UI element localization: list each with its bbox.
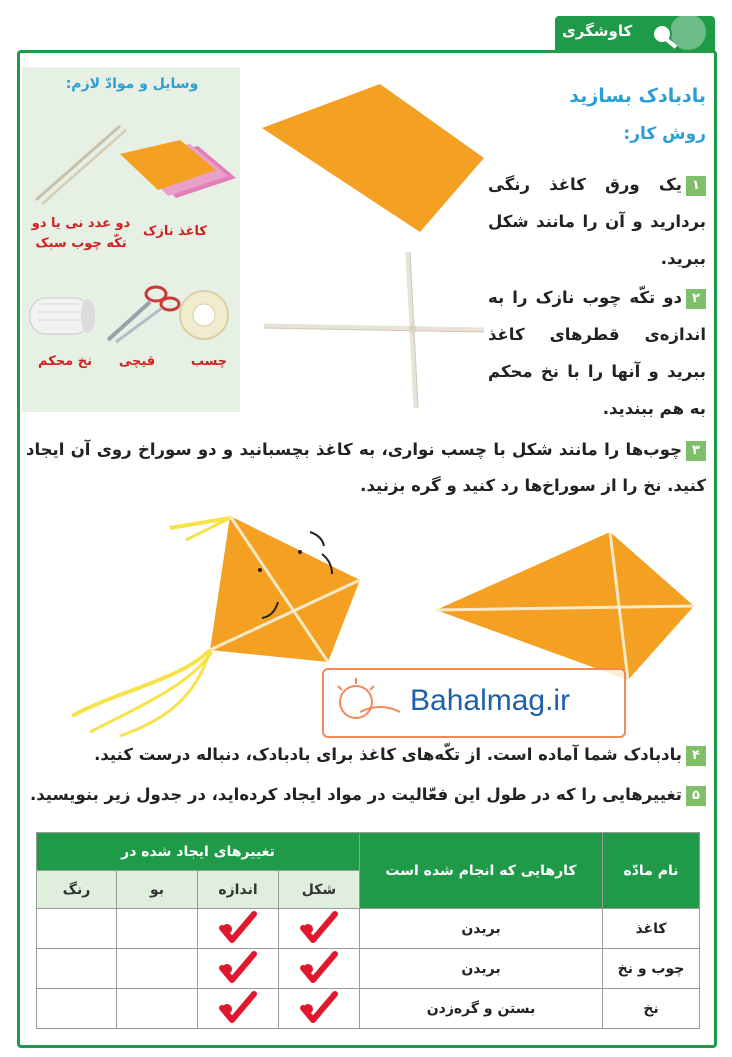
thread-icon xyxy=(26,290,98,340)
row-check-color xyxy=(37,909,117,949)
subcol-smell: بو xyxy=(117,871,198,909)
subcol-color: رنگ xyxy=(37,871,117,909)
tied-sticks-illustration xyxy=(258,248,490,412)
step-4-number: ۴ xyxy=(686,746,706,766)
row-check-shape xyxy=(279,949,360,989)
step-5-text: تغییرهایی را که در طول این فعّالیت در مواد ایجاد کرده‌اید، در جدول زیر بنویسید. xyxy=(29,785,682,804)
section-header-label: کاوشگری xyxy=(562,22,633,40)
row-check-color xyxy=(37,949,117,989)
table-row xyxy=(37,909,700,949)
check-mark-icon xyxy=(218,990,258,1024)
subcol-size: اندازه xyxy=(198,871,279,909)
materials-title: وسایل و موادّ لازم: xyxy=(65,76,199,92)
row-check-color xyxy=(37,989,117,1029)
step-3-text: چوب‌ها را مانند شکل با چسب نواری، به کاغذ بچسبانید و دو سوراخ روی آن ایجاد کنید. نخ را از سوراخ‌ها رد کنید و گره بزنید. xyxy=(26,440,706,495)
step-2-number: ۲ xyxy=(686,289,706,309)
materials-label-sticks: دو عدد نی یا دو تکّه چوب سبک xyxy=(31,216,131,251)
kite-paper-illustration xyxy=(258,80,488,240)
step-1-number: ۱ xyxy=(686,176,706,196)
materials-label-paper: کاغذ نازک xyxy=(143,224,207,239)
row-check-smell xyxy=(117,989,198,1029)
row-check-smell xyxy=(117,909,198,949)
row-check-shape xyxy=(279,909,360,949)
row-action: بستن و گره‌زدن xyxy=(360,989,603,1029)
method-heading: روش کار: xyxy=(623,124,706,144)
check-mark-icon xyxy=(299,990,339,1024)
row-check-shape xyxy=(279,989,360,1029)
col-actions-header: کارهایی که انجام شده است xyxy=(360,833,603,909)
flat-kite-illustration xyxy=(432,530,702,690)
table-row xyxy=(37,989,700,1029)
materials-label-thread: نخ محکم xyxy=(38,354,92,369)
page-title: بادبادک بسازید xyxy=(569,85,706,107)
scissors-icon xyxy=(102,280,182,346)
row-check-smell xyxy=(117,949,198,989)
step-3 xyxy=(26,432,706,504)
row-action: بریدن xyxy=(360,949,603,989)
step-1 xyxy=(488,166,706,277)
row-check-size xyxy=(198,909,279,949)
step-2 xyxy=(488,279,706,427)
check-mark-icon xyxy=(218,950,258,984)
materials-label-scissors: قیچی xyxy=(118,354,156,369)
step-4-text: بادبادک شما آماده است. از تکّه‌های کاغذ برای بادبادک، دنباله درست کنید. xyxy=(94,745,682,764)
row-check-size xyxy=(198,949,279,989)
check-mark-icon xyxy=(299,910,339,944)
col-changes-header: تغییرهای ایجاد شده در xyxy=(37,833,360,871)
sun-logo-icon xyxy=(330,672,408,728)
tape-icon xyxy=(174,288,236,342)
col-material-header: نام مادّه xyxy=(603,833,700,909)
changes-table xyxy=(36,832,700,1029)
step-5 xyxy=(26,782,706,808)
step-5-number: ۵ xyxy=(686,786,706,806)
row-material: کاغذ xyxy=(603,909,700,949)
step-2-text: دو تکّه چوب نازک را به اندازه‌ی قطرهای کاغذ ببرید و آنها را با نخ محکم به هم ببندید. xyxy=(488,288,706,418)
row-action: بریدن xyxy=(360,909,603,949)
subcol-shape: شکل xyxy=(279,871,360,909)
step-1-text: یک ورق کاغذ رنگی بردارید و آن را مانند شکل ببرید. xyxy=(488,175,706,268)
check-mark-icon xyxy=(218,910,258,944)
row-material: نخ xyxy=(603,989,700,1029)
step-3-number: ۳ xyxy=(686,441,706,461)
magnifier-icon xyxy=(648,14,716,54)
row-material: چوب و نخ xyxy=(603,949,700,989)
sticks-icon xyxy=(28,118,128,208)
paper-sheets-icon xyxy=(118,138,238,208)
watermark-text: Bahalmag.ir xyxy=(410,684,571,717)
row-check-size xyxy=(198,989,279,1029)
table-row xyxy=(37,949,700,989)
check-mark-icon xyxy=(299,950,339,984)
materials-label-tape: چسب xyxy=(190,354,228,369)
step-4 xyxy=(26,742,706,768)
